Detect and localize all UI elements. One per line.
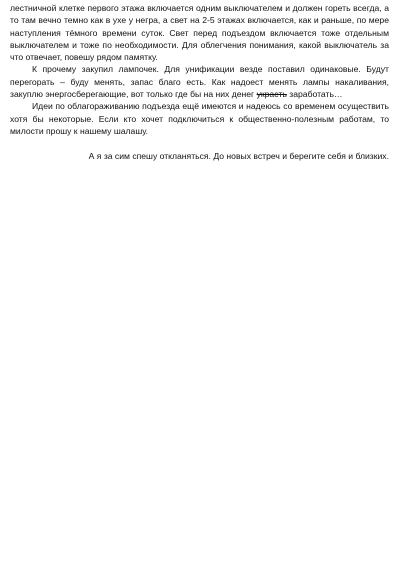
paragraph-ideas: Идеи по облагораживанию подъезда ещё имеются и надеюсь со временем осуществить хотя бы некоторые. Если кто хочет подключиться к общественно-полезным работам, то милости прошу к нашему шалашу. bbox=[10, 101, 389, 136]
paragraph-lighting: лестничной клетке первого этажа включается одним выключателем и должен гореть всегда, а то там вечно темно как в ухе у негра, а свет на 2-5 этажах включается, как и раньше, по мере наступления тёмного времени суток. Свет перед подъездом включается тоже отдельным выключателем и тоже по необходимости. Для облегчения понимания, какой выключатель за что отвечает, повешу рядом памятку. bbox=[10, 3, 389, 63]
paragraph-bulbs bbox=[10, 63, 389, 100]
paragraph-bulbs-ending: заработать… bbox=[286, 89, 343, 100]
paragraph-bulbs-text: К прочему закупил лампочек. Для унификации везде поставил одинаковые. Будут перегорать – буду менять, запас благо есть. Как надоест менять лампы накаливания, закуплю энергосберегающие, вот только где бы на них денег bbox=[10, 64, 389, 100]
document-page bbox=[10, 2, 389, 162]
struck-word: украсть bbox=[256, 89, 287, 100]
closing-line: А я за сим спешу откланяться. До новых встреч и берегите себя и близких. bbox=[88, 150, 389, 161]
